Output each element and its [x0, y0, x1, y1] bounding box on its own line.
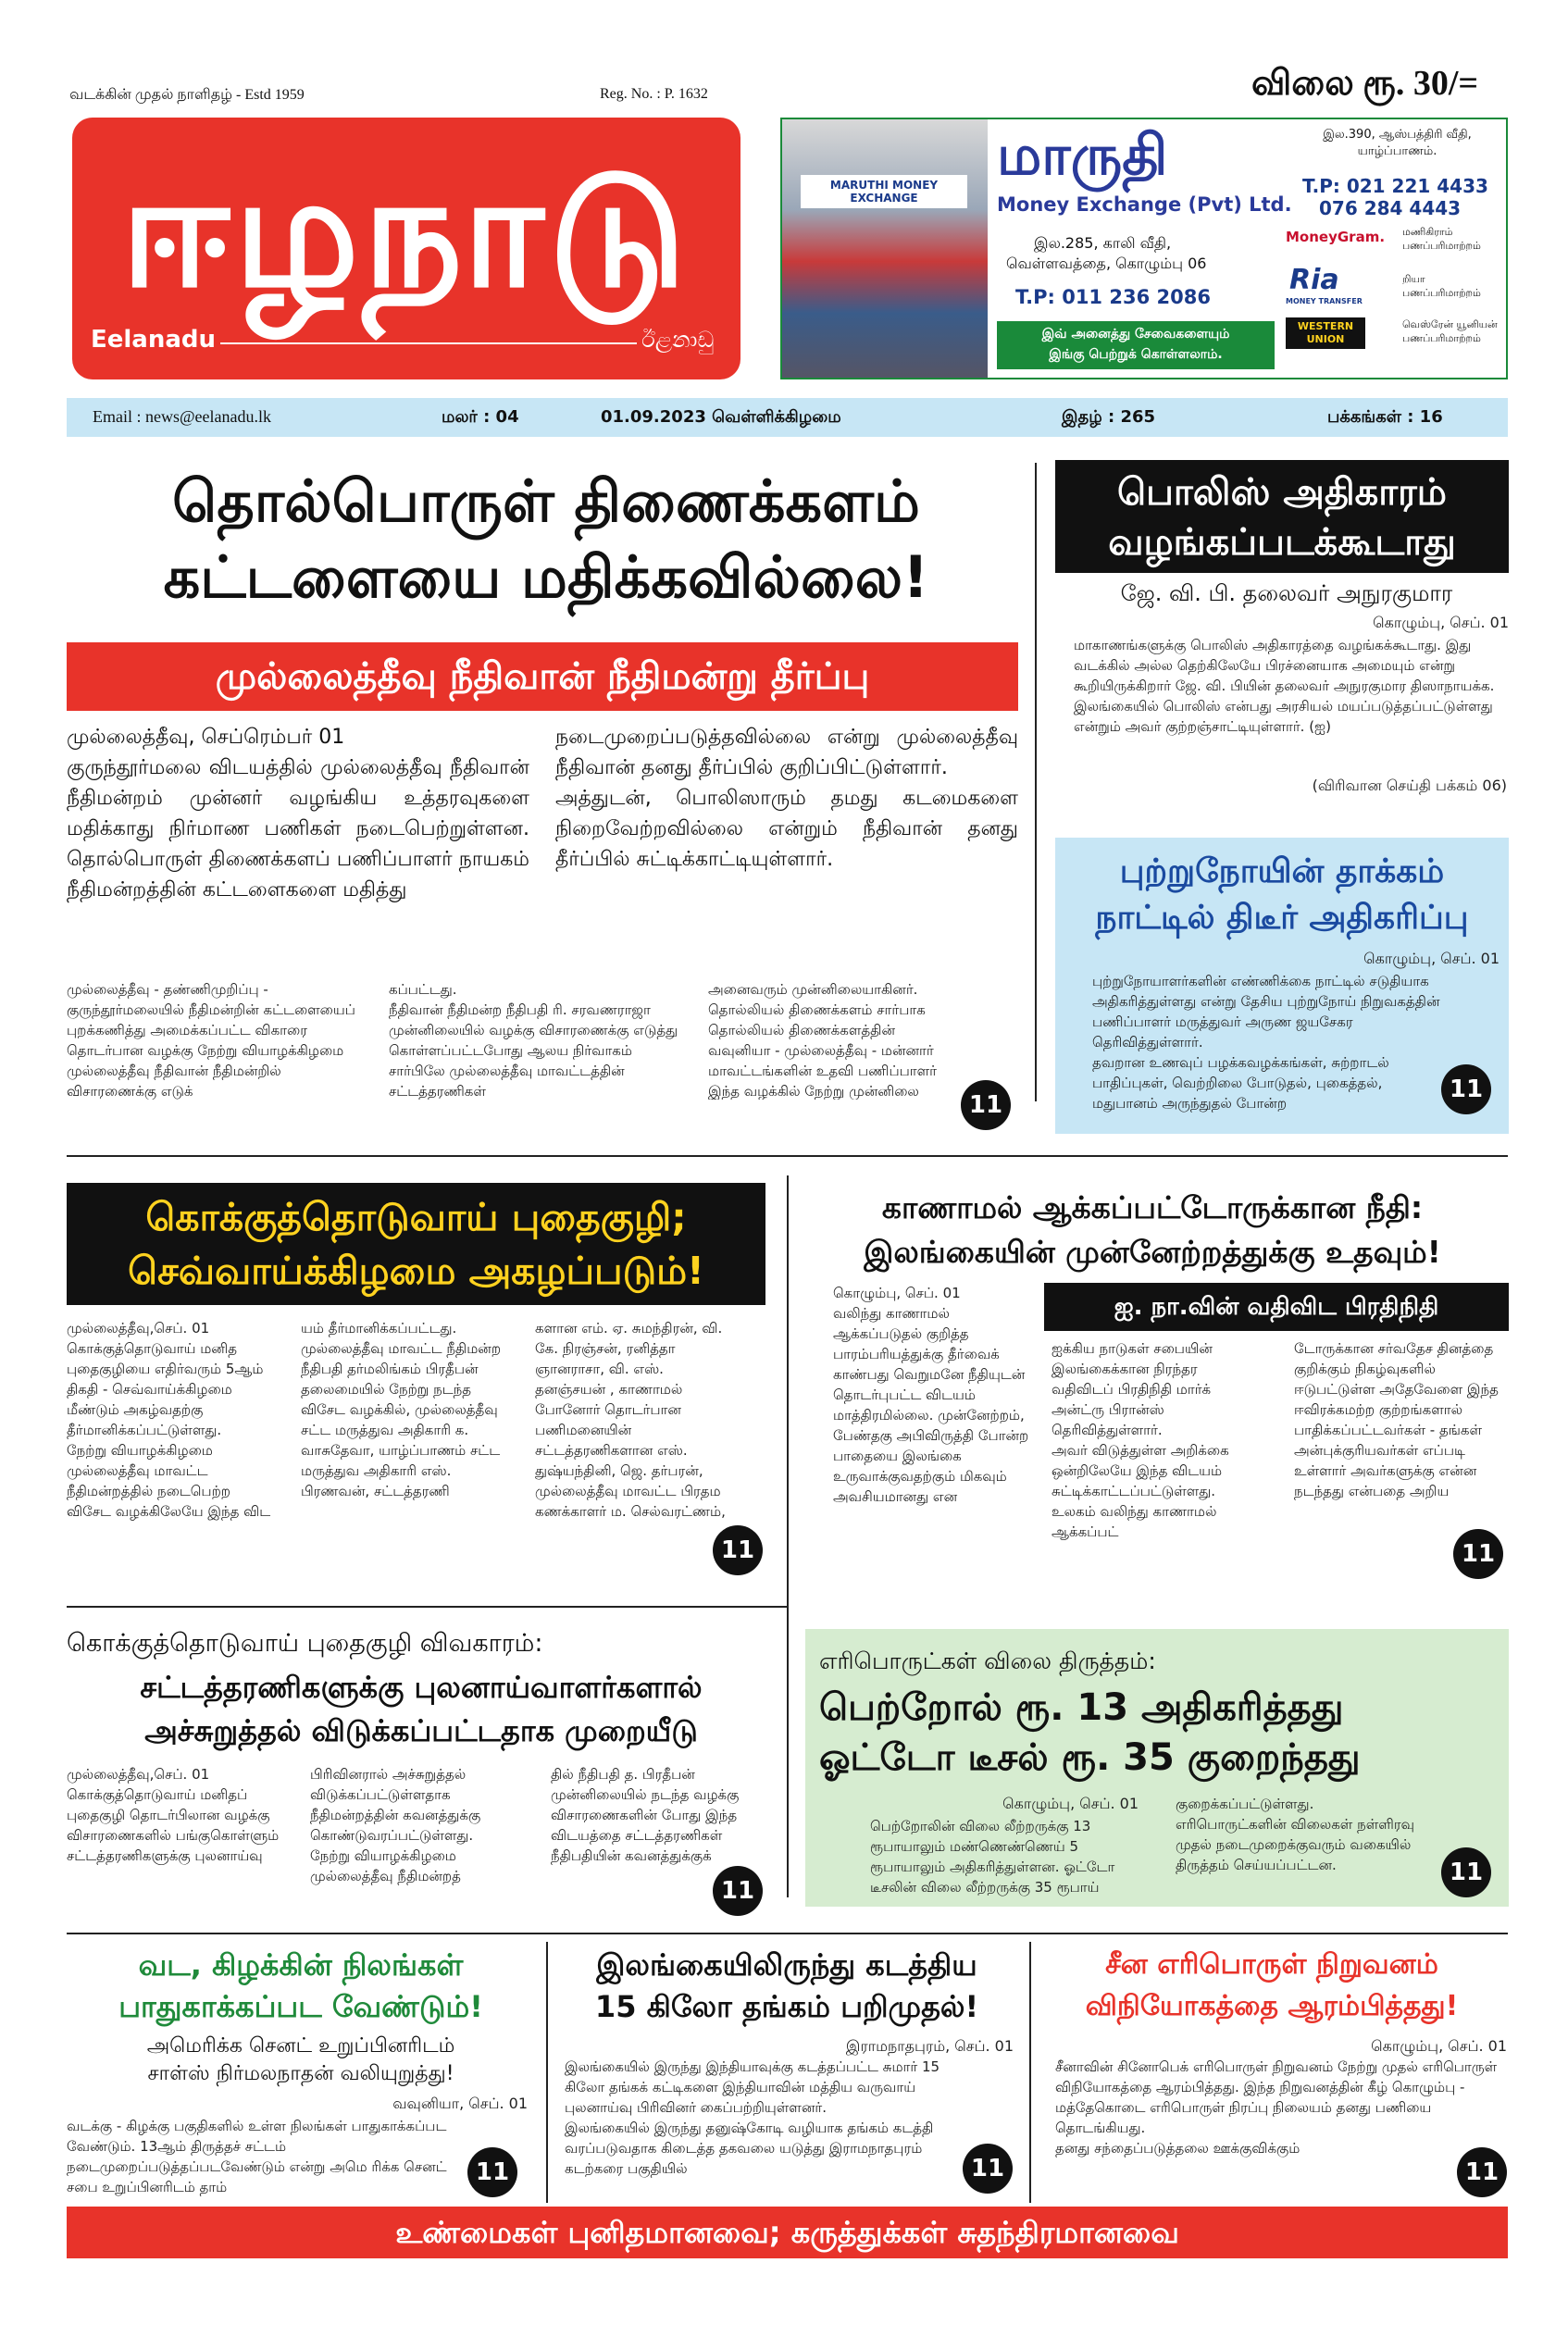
section-rule-3 [67, 1933, 1508, 1934]
kokku2-col-1: முல்லைத்தீவு,செப். 01 கொக்குத்தொடுவாய் மனிதப் புதைகுழி தொடர்பிலான வழக்கு விசாரணைகளில் பங்குகொள்ளும் சட்டத்தரணிகளுக்கு புலனாய்வு [67, 1766, 280, 1864]
missing-col-1: கொழும்பு, செப். 01 வலிந்து காணாமல் ஆக்கப்படுதல் குறித்த பாரம்பரியத்துக்கு தீர்வைக் காண்பது வெறுமனே நீதியுடன் தொடர்புபட்ட விடயம் மாத்திரமில்லை. முன்னேற்றம், பேண்தகு அபிவிருத்தி போன்ற பாதையை இலங்கை உருவாக்குவதற்கும் மிகவும் அவசியமானது என [833, 1285, 1029, 1505]
kokku2-headline-1: சட்டத்தரணிகளுக்கு புலனாய்வாளர்களால் [140, 1670, 703, 1705]
fuel-page-ref[interactable]: 11 [1441, 1847, 1491, 1897]
ad-shop-photo [782, 119, 988, 378]
missing-subhead: ஐ. நா.வின் வதிவிட பிரதிநிதி [1114, 1293, 1439, 1321]
page-count: பக்கங்கள் : 16 [1327, 407, 1443, 427]
police-headline-1: பொலிஸ் அதிகாரம் [1117, 471, 1447, 514]
fuel-dateline: கொழும்பு, செப். 01 [1002, 1795, 1139, 1812]
china-dateline: கொழும்பு, செப். 01 [1371, 2037, 1507, 2055]
moneygram-tamil: மணிகிராம் பணப்பரிமாற்றம் [1402, 226, 1481, 252]
gold-body: இலங்கையில் இருந்து இந்தியாவுக்கு கடத்தப்பட்ட சுமார் 15 கிலோ தங்கக் கட்டிகளை இந்தியாவின் மத்திய வருவாய் புலனாய்வு பிரிவினர் கைப்பற்றியுள்ளனர். இலங்கையில் இருந்து தனுஷ்கோடி வழியாக தங்கம் கடத்தி வரப்படுவதாக கிடைத்த தகவலை யடுத்து இராமநாதபுரம் கடற்கரை பகுதியில் [565, 2058, 940, 2177]
middle-column-rule [787, 1175, 789, 1897]
section-rule-2 [67, 1606, 787, 1608]
ad-address-2-line1: இல.285, காலி வீதி, [1034, 234, 1172, 252]
western-union-tamil: வெஸ்ரேன் யூனியன் பணப்பரிமாற்றம் [1402, 318, 1498, 344]
fuel-kicker: எரிபொருட்கள் விலை திருத்தம்: [819, 1647, 1156, 1674]
logo-text: ஈழநாடு [120, 141, 691, 322]
cancer-headline-1: புற்றுநோயின் தாக்கம் [1119, 852, 1445, 890]
ria-sub: MONEY TRANSFER [1286, 297, 1363, 305]
lead-subhead: முல்லைத்தீவு நீதிவான் நீதிமன்று தீர்ப்பு [215, 655, 870, 698]
missing-headline-2: இலங்கையின் முன்னேற்றத்துக்கு உதவும்! [864, 1234, 1441, 1270]
ad-brand-tamil: மாருதி [997, 123, 1168, 188]
missing-headline-1: காணாமல் ஆக்கப்பட்டோருக்கான நீதி: [881, 1189, 1424, 1225]
ria-logo: Ria [1289, 264, 1339, 296]
ad-company: Money Exchange (Pvt) Ltd. [997, 193, 1292, 216]
north-headline-1: வட, கிழக்கின் நிலங்கள் [138, 1947, 464, 1983]
north-sub-1: அமெரிக்க செனட் உறுப்பினரிடம் [146, 2034, 455, 2058]
kokku-col-2: யம் தீர்மானிக்கப்பட்டது. முல்லைத்தீவு மாவட்ட நீதிமன்ற நீதிபதி தர்மலிங்கம் பிரதீபன் தலைமையில் நேற்று நடந்த விசேட வழக்கில், முல்லைத்தீவு சட்ட மருத்துவ அதிகாரி க. வாசுதேவா, யாழ்ப்பாணம் சட்ட மருத்துவ அதிகாரி எஸ். பிரணவன், சட்டத்தரணி [301, 1320, 502, 1499]
kokku-headline-2: செவ்வாய்க்கிழமை அகழப்படும்! [128, 1249, 704, 1293]
missing-col-2: ஐக்கிய நாடுகள் சபையின் இலங்கைக்கான நிரந்தர வதிவிடப் பிரதிநிதி மார்க் அன்ட்ரு பிரான்ஸ் தெரிவித்துள்ளார். அவர் விடுத்துள்ள அறிக்கை ஒன்றிலேயே இந்த விடயம் சுட்டிக்காட்டப்பட்டுள்ளது. உலகம் வலிந்து காணாமல் ஆக்கப்பட் [1052, 1340, 1229, 1540]
lead-subhead-box [67, 642, 1018, 711]
cancer-dateline: கொழும்பு, செப். 01 [1363, 950, 1500, 967]
lead-small-col-3: அனைவரும் முன்னிலையாகினர். தொல்லியல் திணைக்களம் சார்பாக தொல்லியல் திணைக்களத்தின் வவுனியா - முல்லைத்தீவு - மன்னார் மாவட்டங்களின் உதவி பணிப்பாளர் இந்த வழக்கில் நேற்று முன்னிலை [708, 981, 937, 1100]
email[interactable]: Email : news@eelanadu.lk [93, 407, 272, 426]
north-page-ref[interactable]: 11 [467, 2147, 517, 2197]
ad-phone-2: 076 284 4443 [1319, 197, 1462, 219]
lead-col-1: முல்லைத்தீவு, செப்ரெம்பர் 01 குருந்தூர்மலை விடயத்தில் முல்லைத்தீவு நீதிவான் நீதிமன்றம் முன்னர் வழங்கிய உத்தரவுகளை மதிக்காது நிர்மாண பணிகள் நடைபெற்றுள்ளன. தொல்பொருள் திணைக்களப் பணிப்பாளர் நாயகம் நீதிமன்றத்தின் கட்டளைகளை மதித்து [67, 726, 529, 901]
china-body: சீனாவின் சினோபெக் எரிபொருள் நிறுவனம் நேற்று முதல் எரிபொருள் விநியோகத்தை ஆரம்பித்தது. இந்த நிறுவனத்தின் கீழ் கொழும்பு - மத்தேகொடை எரிபொருள் நிரப்பு நிலையம் தனது பணியை தொடங்கியது. தனது சந்தைப்படுத்தலை ஊக்குவிக்கும் [1055, 2058, 1498, 2157]
kokku-col-1: முல்லைத்தீவு,செப். 01 கொக்குத்தொடுவாய் மனித புதைகுழியை எதிர்வரும் 5ஆம் திகதி - செவ்வாய்க்கிழமை மீண்டும் அகழ்வதற்கு தீர்மானிக்கப்பட்டுள்ளது. நேற்று வியாழக்கிழமை முல்லைத்தீவு மாவட்ட நீதிமன்றத்தில் நடைபெற்ற விசேட வழக்கிலேயே இந்த விட [67, 1320, 271, 1520]
logo-box [72, 118, 740, 379]
ad-address-2-line2: வெள்ளவத்தை, கொழும்பு 06 [1006, 255, 1207, 272]
info-bar [67, 398, 1508, 437]
logo-underline [220, 342, 637, 344]
cancer-page-ref[interactable]: 11 [1441, 1064, 1491, 1114]
north-body: வடக்கு - கிழக்கு பகுதிகளில் உள்ள நிலங்கள் பாதுகாக்கப்பட வேண்டும். 13ஆம் திருத்தச் சட்டம் நடைமுறைப்படுத்தப்படவேண்டும் என்று அமெ ரிக்க செனட் சபை உறுப்பினரிடம் தாம் [67, 2118, 447, 2195]
missing-subhead-box [1044, 1283, 1509, 1331]
china-headline-2: விநியோகத்தை ஆரம்பித்தது! [1085, 1990, 1459, 2022]
moneygram-logo: MoneyGram. [1286, 229, 1386, 245]
ad-phone-1: T.P: 021 221 4433 [1302, 175, 1488, 197]
ad-services-line2: இங்கு பெற்றுக் கொள்ளலாம். [1049, 347, 1223, 362]
gold-headline-1: இலங்கையிலிருந்து கடத்திய [596, 1947, 977, 1983]
kokku2-col-2: பிரிவினரால் அச்சுறுத்தல் விடுக்கப்பட்டுள்ளதாக நீதிமன்றத்தின் கவனத்துக்கு கொண்டுவரப்பட்டுள்ளது. நேற்று வியாழக்கிழமை முல்லைத்தீவு நீதிமன்றத் [310, 1766, 481, 1884]
footer-slogan: உண்மைகள் புனிதமானவை; கருத்துக்கள் சுதந்திரமானவை [395, 2215, 1179, 2250]
kokku-headline-box [67, 1183, 765, 1305]
ad-services-banner [997, 321, 1275, 369]
police-headline-box [1055, 460, 1509, 573]
kokku-page-ref[interactable]: 11 [713, 1525, 763, 1575]
lead-small-col-1: முல்லைத்தீவு - தண்ணிமுறிப்பு - குருந்தூர்மலையில் நீதிமன்றின் கட்டளையைப் புறக்கணித்து அமைக்கப்பட்ட விகாரை தொடர்பான வழக்கு நேற்று வியாழக்கிழமை முல்லைத்தீவு நீதிவான் நீதிமன்றில் விசாரணைக்கு எடுக் [67, 981, 355, 1100]
police-dateline: கொழும்பு, செப். 01 [1373, 614, 1509, 631]
estd-line: வடக்கின் முதல் நாளிதழ் - Estd 1959 [69, 87, 305, 103]
china-page-ref[interactable]: 11 [1457, 2147, 1507, 2197]
gold-dateline: இராமநாதபுரம், செப். 01 [845, 2037, 1014, 2055]
police-body: மாகாணங்களுக்கு பொலிஸ் அதிகாரத்தை வழங்கக்கூடாது. இது வடக்கில் அல்ல தெற்கிலேயே பிரச்னையாக அமையும் என்று கூறியிருக்கிறார் ஜே. வி. பியின் தலைவர் அநுரகுமார திஸாநாயக்க. இலங்கையில் பொலிஸ் என்பது அரசியல் மயப்படுத்தப்பட்டுள்ளது என்றும் அவர் குற்றஞ்சாட்டியுள்ளார். (ஐ) [1074, 637, 1495, 735]
lead-column-rule [1035, 463, 1037, 1101]
ithazh: இதழ் : 265 [1062, 407, 1156, 427]
maruthi-ad[interactable] [780, 118, 1508, 379]
fuel-col-1: பெற்றோலின் விலை லீற்றருக்கு 13 ரூபாயாலும் மண்ணெண்ணெய் 5 ரூபாயாலும் அதிகரித்துள்ளன. ஓட்டோ டீசலின் விலை லீற்றருக்கு 35 ரூபாய் [870, 1818, 1115, 1896]
missing-page-ref[interactable]: 11 [1453, 1529, 1503, 1579]
section-rule-1 [67, 1155, 1508, 1157]
kokku-headline-1: கொக்குத்தொடுவாய் புதைகுழி; [145, 1195, 687, 1239]
lead-page-ref[interactable]: 11 [961, 1080, 1011, 1130]
ad-address-1: இல.390, ஆஸ்பத்திரி வீதி, யாழ்ப்பாணம். [1323, 128, 1472, 158]
kokku2-page-ref[interactable]: 11 [713, 1866, 763, 1916]
ria-tamil: றியா பணப்பரிமாற்றம் [1402, 273, 1481, 299]
ad-shop-sign: MARUTHI MONEY EXCHANGE [801, 175, 967, 208]
lead-headline-1: தொல்பொருள் திணைக்களம் [172, 467, 920, 535]
gold-headline-2: 15 கிலோ தங்கம் பறிமுதல்! [594, 1989, 979, 2024]
gold-page-ref[interactable]: 11 [963, 2144, 1013, 2194]
bottom-rule-1 [546, 1942, 548, 2203]
missing-col-3: டோருக்கான சர்வதேச தினத்தை குறிக்கும் நிகழ்வுகளில் ஈடுபட்டுள்ள அதேவேளை இந்த ஈவிரக்கமற்ற குற்றங்களால் பாதிக்கப்பட்டவர்கள் - தங்கள் அன்புக்குரியவர்கள் எப்படி உள்ளார் அவர்களுக்கு என்ன நடந்தது என்பதை அறிய [1294, 1340, 1499, 1499]
north-sub-2: சாள்ஸ் நிர்மலநாதன் வலியுறுத்து! [147, 2062, 454, 2085]
price: விலை ரூ. 30/= [1251, 64, 1479, 103]
north-headline-2: பாதுகாக்கப்பட வேண்டும்! [118, 1989, 483, 2024]
bottom-rule-2 [1029, 1942, 1031, 2203]
cancer-headline-2: நாட்டில் திடீர் அதிகரிப்பு [1095, 899, 1469, 937]
fuel-headline-2: ஓட்டோ டீசல் ரூ. 35 குறைந்தது [819, 1736, 1361, 1779]
police-byline: ஜே. வி. பி. தலைவர் அநுரகுமார [1120, 580, 1453, 606]
lead-col-2: நடைமுறைப்படுத்தவில்லை என்று முல்லைத்தீவு நீதிவான் தனது தீர்ப்பில் குறிப்பிட்டுள்ளார். அத்துடன், பொலிஸாரும் தமது கடமைகளை நிறைவேற்றவில்லை என்றும் நீதிவான் தனது தீர்ப்பில் சுட்டிக்காட்டியுள்ளார். [555, 726, 1018, 871]
malar: மலர் : 04 [442, 407, 519, 427]
reg-no: Reg. No. : P. 1632 [600, 86, 708, 102]
western-union-logo: WESTERN UNION [1286, 317, 1365, 349]
logo-english: Eelanadu [91, 326, 217, 354]
ad-services-line1: இவ் அனைத்து சேவைகளையும் [1041, 327, 1230, 342]
fuel-headline-1: பெற்றோல் ரூ. 13 அதிகரித்தது [819, 1686, 1344, 1729]
cancer-body: புற்றுநோயாளர்களின் எண்ணிக்கை நாட்டில் சடுதியாக அதிகரித்துள்ளது என்று தேசிய புற்றுநோய் நிறுவகத்தின் பணிப்பாளர் மருத்துவர் அருண ஜயசேகர தெரிவித்துள்ளார். தவறான உணவுப் பழக்கவழக்கங்கள், சுற்றாடல் பாதிப்புகள், வெற்றிலை போடுதல், புகைத்தல், மதுபானம் அருந்துதல் போன்ற [1092, 973, 1440, 1112]
kokku-col-3: களான எம். ஏ. சுமந்திரன், வி. கே. நிரஞ்சன், ரனித்தா ஞானராசா, வி. எஸ். தனஞ்சயன் , காணாமல் போனோர் தொடர்பான பணிமனையின் சட்டத்தரணிகளான எஸ். துஷ்யந்தினி, ஜெ. தர்பரன், முல்லைத்தீவு மாவட்ட பிரதம கணக்காளர் ம. செல்வரட்ணம், [535, 1320, 726, 1520]
footer-banner [67, 2207, 1508, 2258]
kokku2-headline-2: அச்சுறுத்தல் விடுக்கப்பட்டதாக முறையீடு [144, 1713, 698, 1748]
issue-date: 01.09.2023 வெள்ளிக்கிழமை [601, 407, 841, 427]
lead-small-col-2: கப்பட்டது. நீதிவான் நீதிமன்ற நீதிபதி ரி. சரவணராஜா முன்னிலையில் வழக்கு விசாரணைக்கு எடுத்து கொள்ளப்பட்டபோது ஆலய நிர்வாகம் சார்பிலே முல்லைத்தீவு மாவட்டத்தின் சட்டத்தரணிகள் [389, 981, 678, 1100]
logo-sinhala: ඊළනාඩු [641, 327, 715, 353]
north-dateline: வவுனியா, செப். 01 [392, 2095, 528, 2112]
ad-partners [1282, 221, 1504, 374]
ad-main-panel [988, 119, 1506, 378]
police-headline-2: வழங்கப்படக்கூடாது [1108, 521, 1456, 564]
ad-phone-3: T.P: 011 236 2086 [1015, 286, 1211, 308]
fuel-col-2: குறைக்கப்பட்டுள்ளது. எரிபொருட்களின் விலைகள் நள்ளிரவு முதல் நடைமுறைக்குவரும் வகையில் திருத்தம் செய்யப்பட்டன. [1176, 1796, 1414, 1873]
fuel-box [805, 1629, 1509, 1907]
police-continued: (விரிவான செய்தி பக்கம் 06) [1312, 777, 1507, 794]
kokku2-kicker: கொக்குத்தொடுவாய் புதைகுழி விவகாரம்: [67, 1629, 543, 1658]
kokku2-col-3: தில் நீதிபதி த. பிரதீபன் முன்னிலையில் நடந்த வழக்கு விசாரணைகளின் போது இந்த விடயத்தை சட்டத்தரணிகள் நீதிபதியின் கவனத்துக்குக் [551, 1766, 740, 1864]
lead-headline-2: கட்டளையை மதிக்கவில்லை! [163, 543, 929, 611]
china-headline-1: சீன எரிபொருள் நிறுவனம் [1105, 1948, 1438, 1981]
